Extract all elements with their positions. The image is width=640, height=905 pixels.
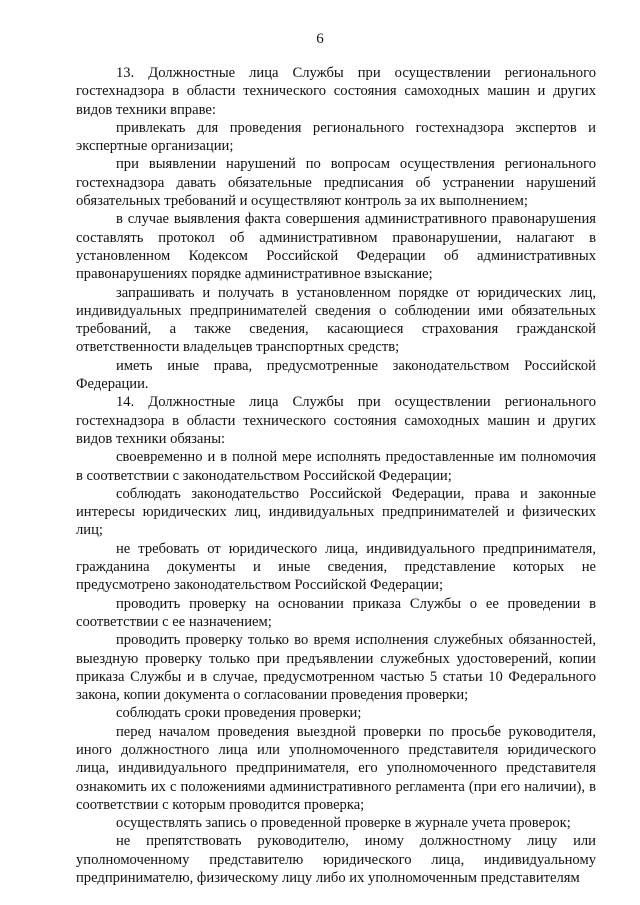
paragraph: проводить проверку только во время исполнения служебных обязанностей, выездную проверку только при предъявлении служебных удостоверений, копии приказа Службы и в случае, предусмотренном частью 5 статьи 10 Федерального закона, копии документа о согласовании проведения проверки; (76, 632, 596, 704)
paragraph: проводить проверку на основании приказа Службы о ее проведении в соответствии с ее назначением; (76, 595, 596, 630)
page-number: 6 (316, 31, 324, 47)
paragraph: запрашивать и получать в установленном порядке от юридических лиц, индивидуальных предпринимателей сведения о соблюдении ими обязательных требований, а также сведения, касающиеся страхования гражданской ответственности владельцев транспортных средств; (76, 284, 596, 356)
paragraph-13-intro: 13. Должностные лица Службы при осуществлении регионального гостехнадзора в области технического состояния самоходных машин и других видов техники вправе: (76, 65, 596, 118)
paragraph: своевременно и в полной мере исполнять предоставленные им полномочия в соответствии с законодательством Российской Федерации; (76, 449, 596, 484)
paragraph: при выявлении нарушений по вопросам осуществления регионального гостехнадзора давать обязательные предписания об устранении нарушений обязательных требований и осуществляют контроль за их выполнением; (76, 156, 596, 210)
paragraph: осуществлять запись о проведенной проверке в журнале учета проверок; (116, 815, 571, 832)
document-body (76, 64, 596, 887)
paragraph: перед началом проведения выездной проверки по просьбе руководителя, иного должностного лица или уполномоченного представителя юридического лица, индивидуального предпринимателя, его уполномоченного представителя ознакомить их с положениями административного регламента (при его наличии), в соответствии с которым проводится проверка; (76, 723, 596, 813)
paragraph-14-intro: 14. Должностные лица Службы при осуществлении регионального гостехнадзора в области технического состояния самоходных машин и других видов техники обязаны: (76, 394, 596, 447)
paragraph: соблюдать законодательство Российской Федерации, права и законные интересы юридических лиц, индивидуальных предпринимателей и физических лиц; (76, 485, 596, 539)
paragraph: соблюдать сроки проведения проверки; (116, 705, 362, 722)
paragraph: иметь иные права, предусмотренные законодательством Российской Федерации. (76, 357, 596, 393)
paragraph: не требовать от юридического лица, индивидуального предпринимателя, гражданина документы и иные сведения, представление которых не предусмотрено законодательством Российской Федерации; (76, 540, 596, 594)
paragraph: привлекать для проведения регионального гостехнадзора экспертов и экспертные организации; (76, 119, 596, 155)
paragraph: не препятствовать руководителю, иному должностному лицу или уполномоченному представителю юридического лица, индивидуальному предпринимателю, физическому лицу либо их уполномоченным представителям (76, 833, 596, 887)
paragraph: в случае выявления факта совершения административного правонарушения составлять протокол об административном правонарушении, налагают в установленном Кодексом Российской Федерации об административных правонарушениях порядке административное взыскание; (76, 211, 596, 283)
